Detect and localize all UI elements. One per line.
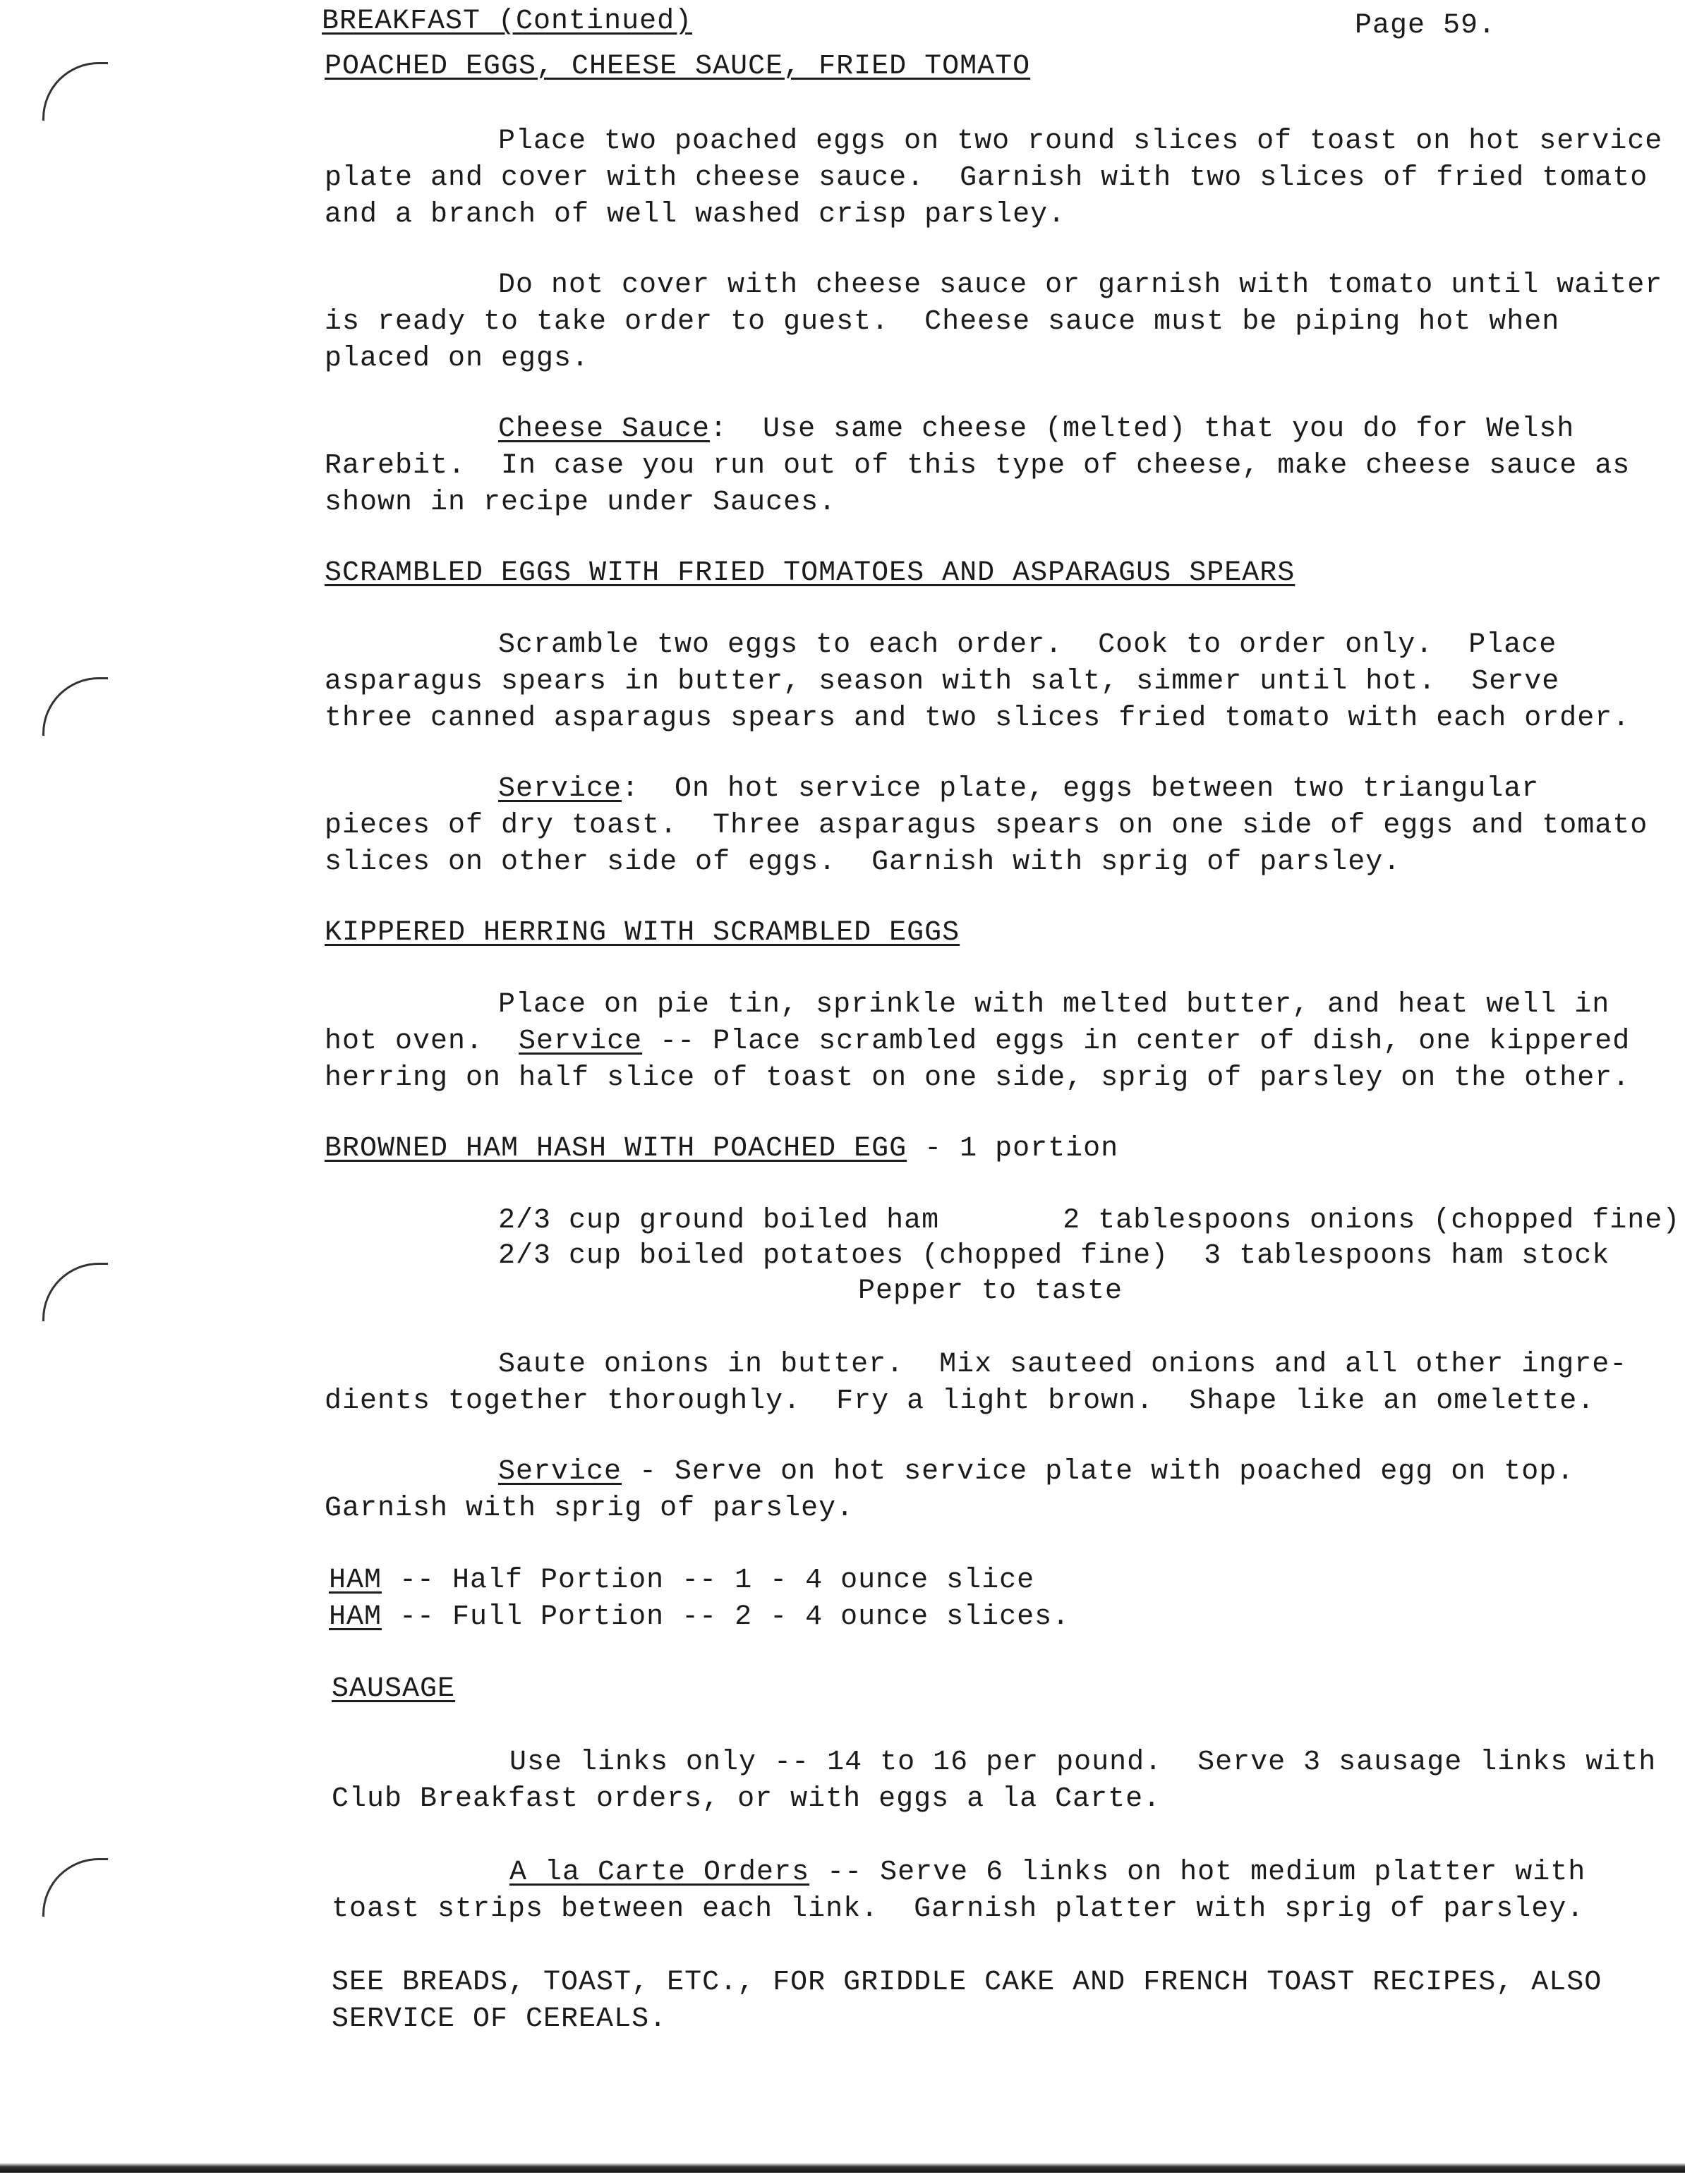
- section-header: BREAKFAST (Continued): [322, 6, 693, 37]
- paragraph-line: [498, 1455, 1574, 1490]
- paragraph-line: placed on eggs.: [325, 343, 590, 375]
- punch-hole-mark: [42, 1858, 108, 1917]
- ham-full-text: -- Full Portion -- 2 - 4 ounce slices.: [382, 1601, 1070, 1633]
- page-bottom-edge: [0, 2163, 1685, 2173]
- ham-hash-portion: - 1 portion: [907, 1133, 1119, 1165]
- recipe-title-ham-hash: [325, 1132, 1118, 1167]
- paragraph-line: is ready to take order to guest. Cheese sauce must be piping hot when: [325, 306, 1560, 338]
- punch-hole-mark: [42, 62, 108, 121]
- ham-full-portion: [329, 1600, 1070, 1635]
- recipe-title-poached-eggs: POACHED EGGS, CHEESE SAUCE, FRIED TOMATO: [325, 51, 1031, 83]
- ingredient-line: 2/3 cup boiled potatoes (chopped fine) 3 tablespoons ham stock: [498, 1240, 1610, 1272]
- paragraph-line: Garnish with sprig of parsley.: [325, 1493, 854, 1524]
- punch-hole-mark: [42, 677, 108, 736]
- a-la-carte-text: -- Serve 6 links on hot medium platter with: [809, 1857, 1586, 1888]
- paragraph-line: Place on pie tin, sprinkle with melted butter, and heat well in: [498, 989, 1610, 1021]
- a-la-carte-label: A la Carte Orders: [509, 1857, 810, 1888]
- paragraph-line: dients together thoroughly. Fry a light brown. Shape like an omelette.: [325, 1385, 1595, 1417]
- paragraph-line: [498, 412, 1574, 447]
- recipe-title-scrambled-eggs: SCRAMBLED EGGS WITH FRIED TOMATOES AND ASPARAGUS SPEARS: [325, 557, 1296, 589]
- paragraph-line: Do not cover with cheese sauce or garnish with tomato until waiter: [498, 269, 1663, 301]
- kippered-text: hot oven.: [325, 1026, 519, 1057]
- ingredient-line: 2/3 cup ground boiled ham 2 tablespoons onions (chopped fine): [498, 1205, 1681, 1237]
- page-number: Page 59.: [1355, 10, 1497, 42]
- kippered-text: -- Place scrambled eggs in center of dish, one kippered: [642, 1026, 1631, 1057]
- punch-hole-mark: [42, 1263, 108, 1321]
- cheese-sauce-label: Cheese Sauce: [498, 413, 711, 445]
- paragraph-line: Saute onions in butter. Mix sauteed onions and all other ingre-: [498, 1349, 1628, 1381]
- paragraph-line: asparagus spears in butter, season with salt, simmer until hot. Serve: [325, 666, 1560, 698]
- service-text: - Serve on hot service plate with poached egg on top.: [622, 1456, 1575, 1488]
- recipe-title-sausage: SAUSAGE: [332, 1673, 456, 1705]
- ham-half-portion: [329, 1563, 1034, 1598]
- paragraph-line: toast strips between each link. Garnish platter with sprig of parsley.: [332, 1893, 1585, 1925]
- paragraph-line: Use links only -- 14 to 16 per pound. Serve 3 sausage links with: [509, 1747, 1657, 1778]
- paragraph-line: and a branch of well washed crisp parsley.: [325, 199, 1066, 231]
- paragraph-line: herring on half slice of toast on one side, sprig of parsley on the other.: [325, 1062, 1631, 1094]
- paragraph-line: Club Breakfast orders, or with eggs a la Carte.: [332, 1783, 1161, 1815]
- footer-note-line: SERVICE OF CEREALS.: [332, 2003, 668, 2035]
- cheese-sauce-text: : Use same cheese (melted) that you do for Welsh: [710, 413, 1575, 445]
- ham-half-text: -- Half Portion -- 1 - 4 ounce slice: [382, 1565, 1035, 1596]
- service-label: Service: [519, 1026, 643, 1057]
- paragraph-line: Rarebit. In case you run out of this type of cheese, make cheese sauce as: [325, 450, 1631, 482]
- footer-note-line: SEE BREADS, TOAST, ETC., FOR GRIDDLE CAKE AND FRENCH TOAST RECIPES, ALSO: [332, 1967, 1602, 1998]
- service-label: Service: [498, 1456, 622, 1488]
- paragraph-line: pieces of dry toast. Three asparagus spears on one side of eggs and tomato: [325, 810, 1648, 842]
- paragraph-line: plate and cover with cheese sauce. Garnish with two slices of fried tomato: [325, 162, 1648, 194]
- paragraph-line: [325, 1024, 1630, 1060]
- paragraph-line: shown in recipe under Sauces.: [325, 487, 837, 518]
- ham-hash-title: BROWNED HAM HASH WITH POACHED EGG: [325, 1133, 907, 1165]
- paragraph-line: Place two poached eggs on two round slices of toast on hot service: [498, 126, 1663, 157]
- paragraph-line: three canned asparagus spears and two slices fried tomato with each order.: [325, 703, 1631, 734]
- paragraph-line: slices on other side of eggs. Garnish with sprig of parsley.: [325, 847, 1401, 878]
- ham-label: HAM: [329, 1565, 382, 1596]
- service-text: : On hot service plate, eggs between two triangular: [622, 773, 1540, 805]
- ingredient-line: Pepper to taste: [858, 1275, 1123, 1307]
- ham-label: HAM: [329, 1601, 382, 1633]
- paragraph-line: [498, 772, 1539, 807]
- service-label: Service: [498, 773, 622, 805]
- paragraph-line: [509, 1855, 1586, 1891]
- paragraph-line: Scramble two eggs to each order. Cook to order only. Place: [498, 629, 1557, 661]
- recipe-title-kippered-herring: KIPPERED HERRING WITH SCRAMBLED EGGS: [325, 917, 960, 949]
